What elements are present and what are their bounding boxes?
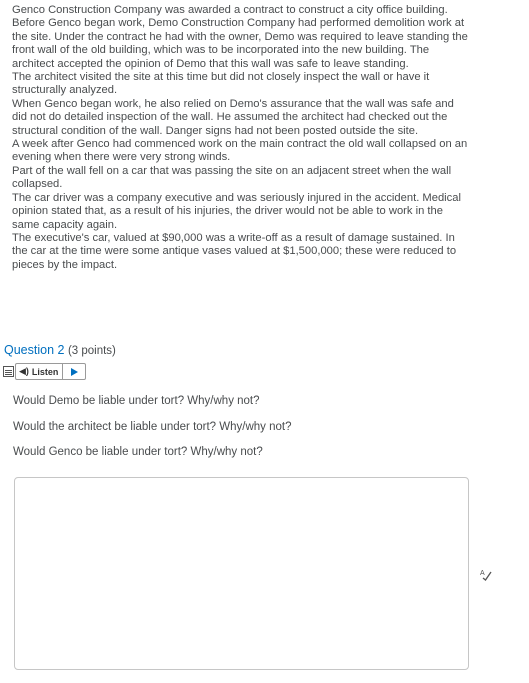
case-paragraph: Before Genco began work, Demo Construction Company had performed demolition work at the site. Under the contract he had with the owner, Demo was required to leave standing the front wall of the old building, which was to be incorporated into the new building. The architect accepted the opinion of Demo that this wall was safe to leave standing. [12,17,468,70]
document-icon[interactable] [3,366,14,377]
answer-text-area[interactable] [14,477,469,670]
case-paragraph: When Genco began work, he also relied on Demo's assurance that the wall was safe and did not do detailed inspection of the wall. He assumed the architect had checked out the structural condition of the wall. Danger signs had not been posted outside the site. [12,97,454,137]
case-study-text [12,4,468,272]
case-paragraph: The executive's car, valued at $90,000 was a write-off as a result of damage sustained. In the car at the time were some antique vases valued at $1,500,000; these were reduced to pieces by the impact. [12,231,457,271]
prompt-demo: Would Demo be liable under tort? Why/why not? [13,395,260,407]
listen-button[interactable] [15,363,63,380]
prompt-genco: Would Genco be liable under tort? Why/why not? [13,446,263,458]
question-points: (3 points) [67,345,116,357]
case-paragraph: Part of the wall fell on a car that was passing the site on an adjacent street when the wall collapsed. [12,164,452,191]
speaker-icon: ◀) [19,366,29,376]
case-paragraph: The architect visited the site at this time but did not closely inspect the wall or have it structurally analyzed. [12,71,430,97]
svg-text:A: A [480,570,485,577]
question-header [4,343,116,359]
question-title: Question 2 [4,343,65,357]
case-paragraph: The car driver was a company executive and was seriously injured in the accident. Medical opinion stated that, as a result of his injuries, the driver would not be able to work in the same capacity again. [12,191,461,231]
listen-toolbar [3,363,86,380]
spellcheck-icon[interactable] [479,567,493,581]
case-paragraph: A week after Genco had commenced work on the main contract the old wall collapsed on an evening when there were very strong winds. [12,138,468,164]
case-paragraph: Genco Construction Company was awarded a contract to construct a city office building. [12,4,448,16]
question-prompts [13,395,292,459]
play-icon [71,368,78,376]
play-button[interactable] [63,363,86,380]
listen-label: Listen [31,366,59,377]
prompt-architect: Would the architect be liable under tort? Why/why not? [13,420,292,433]
